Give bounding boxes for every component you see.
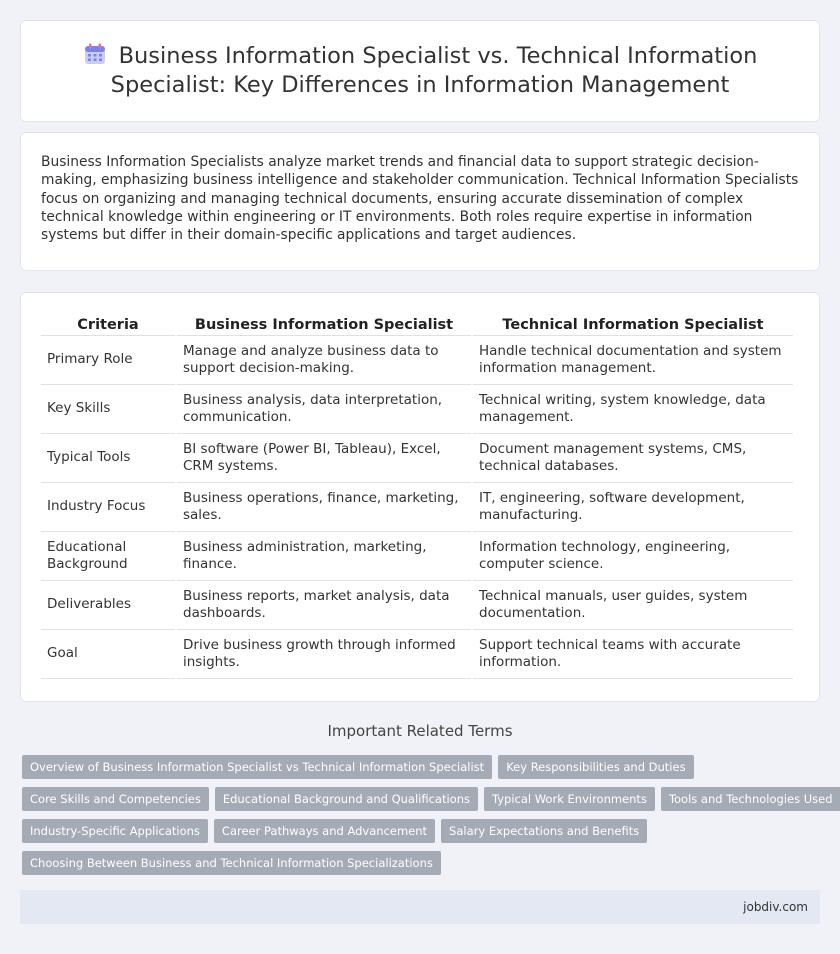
row-business: Manage and analyze business data to support decision-making. <box>177 336 471 385</box>
table-row <box>41 532 793 581</box>
table-row <box>41 581 793 630</box>
row-criteria: Deliverables <box>41 581 175 630</box>
row-criteria: Goal <box>41 630 175 679</box>
row-technical: Information technology, engineering, computer science. <box>473 532 793 581</box>
row-business: Business administration, marketing, finance. <box>177 532 471 581</box>
row-business: Drive business growth through informed insights. <box>177 630 471 679</box>
footer-site-link[interactable]: jobdiv.com <box>743 900 808 914</box>
related-term-tag[interactable]: Tools and Technologies Used <box>661 787 840 811</box>
related-term-tag[interactable]: Choosing Between Business and Technical Information Specializations <box>22 851 441 875</box>
title-wrap <box>21 42 819 100</box>
page-title <box>61 42 779 100</box>
related-terms-list <box>22 755 833 883</box>
footer <box>20 890 820 924</box>
table-row <box>41 385 793 434</box>
row-criteria: Key Skills <box>41 385 175 434</box>
intro-card <box>20 132 820 271</box>
table-header-row <box>41 313 793 336</box>
calendar-icon <box>83 42 107 66</box>
table-row <box>41 630 793 679</box>
row-business: BI software (Power BI, Tableau), Excel, CRM systems. <box>177 434 471 483</box>
table-row <box>41 483 793 532</box>
table-row <box>41 336 793 385</box>
related-term-tag[interactable]: Core Skills and Competencies <box>22 787 209 811</box>
comparison-table <box>39 313 795 679</box>
related-terms-heading: Important Related Terms <box>327 722 513 740</box>
row-business: Business reports, market analysis, data dashboards. <box>177 581 471 630</box>
header-business: Business Information Specialist <box>177 313 471 336</box>
related-term-tag[interactable]: Typical Work Environments <box>484 787 655 811</box>
row-criteria: Industry Focus <box>41 483 175 532</box>
row-criteria: Primary Role <box>41 336 175 385</box>
title-card <box>20 20 820 122</box>
tag-row <box>22 851 818 875</box>
related-term-tag[interactable]: Overview of Business Information Specialist vs Technical Information Specialist <box>22 755 492 779</box>
table-row <box>41 434 793 483</box>
row-criteria: Typical Tools <box>41 434 175 483</box>
related-term-tag[interactable]: Salary Expectations and Benefits <box>441 819 647 843</box>
row-business: Business operations, finance, marketing, sales. <box>177 483 471 532</box>
tag-row <box>22 819 818 843</box>
row-technical: Technical manuals, user guides, system documentation. <box>473 581 793 630</box>
row-technical: Technical writing, system knowledge, data management. <box>473 385 793 434</box>
row-technical: IT, engineering, software development, manufacturing. <box>473 483 793 532</box>
intro-paragraph: Business Information Specialists analyze market trends and financial data to support strategic decision-making, emphasizing business intelligence and stakeholder communication. Technical Information Specialists focus on organizing and managing technical documents, ensuring accurate dissemination of complex technical knowledge within engineering or IT environments. Both roles require expertise in information systems but differ in their domain-specific applications and target audiences. <box>41 154 799 244</box>
related-term-tag[interactable]: Career Pathways and Advancement <box>214 819 435 843</box>
row-technical: Handle technical documentation and system information management. <box>473 336 793 385</box>
tag-row <box>22 755 818 779</box>
header-technical: Technical Information Specialist <box>473 313 793 336</box>
header-criteria: Criteria <box>41 313 175 336</box>
row-criteria: Educational Background <box>41 532 175 581</box>
related-term-tag[interactable]: Key Responsibilities and Duties <box>498 755 693 779</box>
row-business: Business analysis, data interpretation, communication. <box>177 385 471 434</box>
related-term-tag[interactable]: Industry-Specific Applications <box>22 819 208 843</box>
comparison-card <box>20 292 820 702</box>
row-technical: Support technical teams with accurate information. <box>473 630 793 679</box>
related-term-tag[interactable]: Educational Background and Qualifications <box>215 787 478 811</box>
page-title-text: Business Information Specialist vs. Technical Information Specialist: Key Differences in Information Management <box>110 43 758 98</box>
tag-row <box>22 787 833 811</box>
row-technical: Document management systems, CMS, technical databases. <box>473 434 793 483</box>
